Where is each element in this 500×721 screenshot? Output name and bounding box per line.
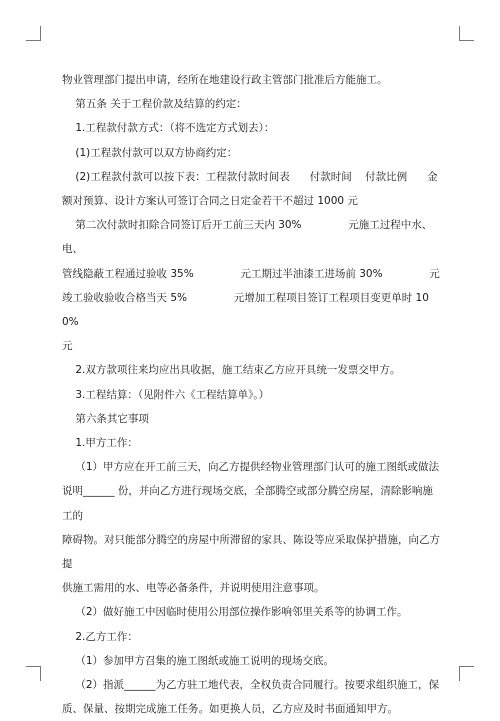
crop-mark-bottom-left — [26, 666, 41, 681]
text-line: （1）参加甲方召集的施工图纸或施工说明的现场交底。 — [62, 654, 335, 667]
text-line: 额对预算、设计方案认可签订合同之日定金若干不超过 1000 元 — [62, 195, 358, 208]
document-body — [62, 68, 440, 721]
text-line: 供施工需用的水、电等必备条件，并说明使用注意事项。 — [62, 582, 325, 595]
text-line: 物业管理部门提出申请，经所在地建设行政主管部门批准后方能施工。 — [62, 74, 388, 86]
text-line: 2.双方款项往来均应出具收据，施工结束乙方应开具统一发票交甲方。 — [62, 364, 401, 377]
text-line: (1)工程款付款可以双方协商约定： — [62, 146, 238, 159]
text-line: 3.工程结算：（见附件六《工程结算单》。） — [62, 388, 270, 401]
text-line: (2)工程款付款可以按下表：工程款付款时间表 付款时间 付款比例 金 — [62, 170, 438, 183]
text-line: 1.工程款付款方式：（将不选定方式划去）： — [62, 122, 275, 135]
text-line: 第二次付款时扣除合同签订后开工前三天内 30% 元施工过程中水、电、 — [62, 219, 433, 256]
crop-mark-bottom-right — [459, 666, 474, 681]
text-line: 竣工验收验收合格当天 5% 元增加工程项目签订工程项目变更单时 100% — [62, 291, 429, 329]
text-line: 1.甲方工作： — [62, 437, 138, 450]
text-line: 障碍物。对只能部分腾空的房屋中所滞留的家具、陈设等应采取保护措施，向乙方提 — [62, 533, 440, 571]
crop-mark-top-left — [26, 26, 41, 41]
section-heading: 第五条 关于工程价款及结算的约定： — [62, 98, 247, 111]
text-line: 元 — [62, 340, 73, 353]
text-line: （2）做好施工中因临时使用公用部位操作影响邻里关系等的协调工作。 — [62, 606, 408, 619]
text-line: （1）甲方应在开工前三天，向乙方提供经物业管理部门认可的施工图纸或做法 — [62, 461, 440, 474]
crop-mark-top-right — [459, 26, 474, 41]
text-line: 管线隐蔽工程通过验收 35% 元工期过半油漆工进场前 30% 元 — [62, 267, 440, 280]
text-line: 质、保量、按期完成施工任务。如更换人员，乙方应及时书面通知甲方。 — [62, 703, 398, 716]
section-heading: 第六条其它事项 — [62, 412, 149, 425]
text-line: （2）指派______为乙方驻工地代表，全权负责合同履行。按要求组织施工，保 — [62, 679, 440, 692]
text-line: 2.乙方工作： — [62, 630, 138, 643]
text-line: 说明______ 份，并向乙方进行现场交底，全部腾空或部分腾空房屋，清除影响施工的 — [62, 485, 433, 522]
